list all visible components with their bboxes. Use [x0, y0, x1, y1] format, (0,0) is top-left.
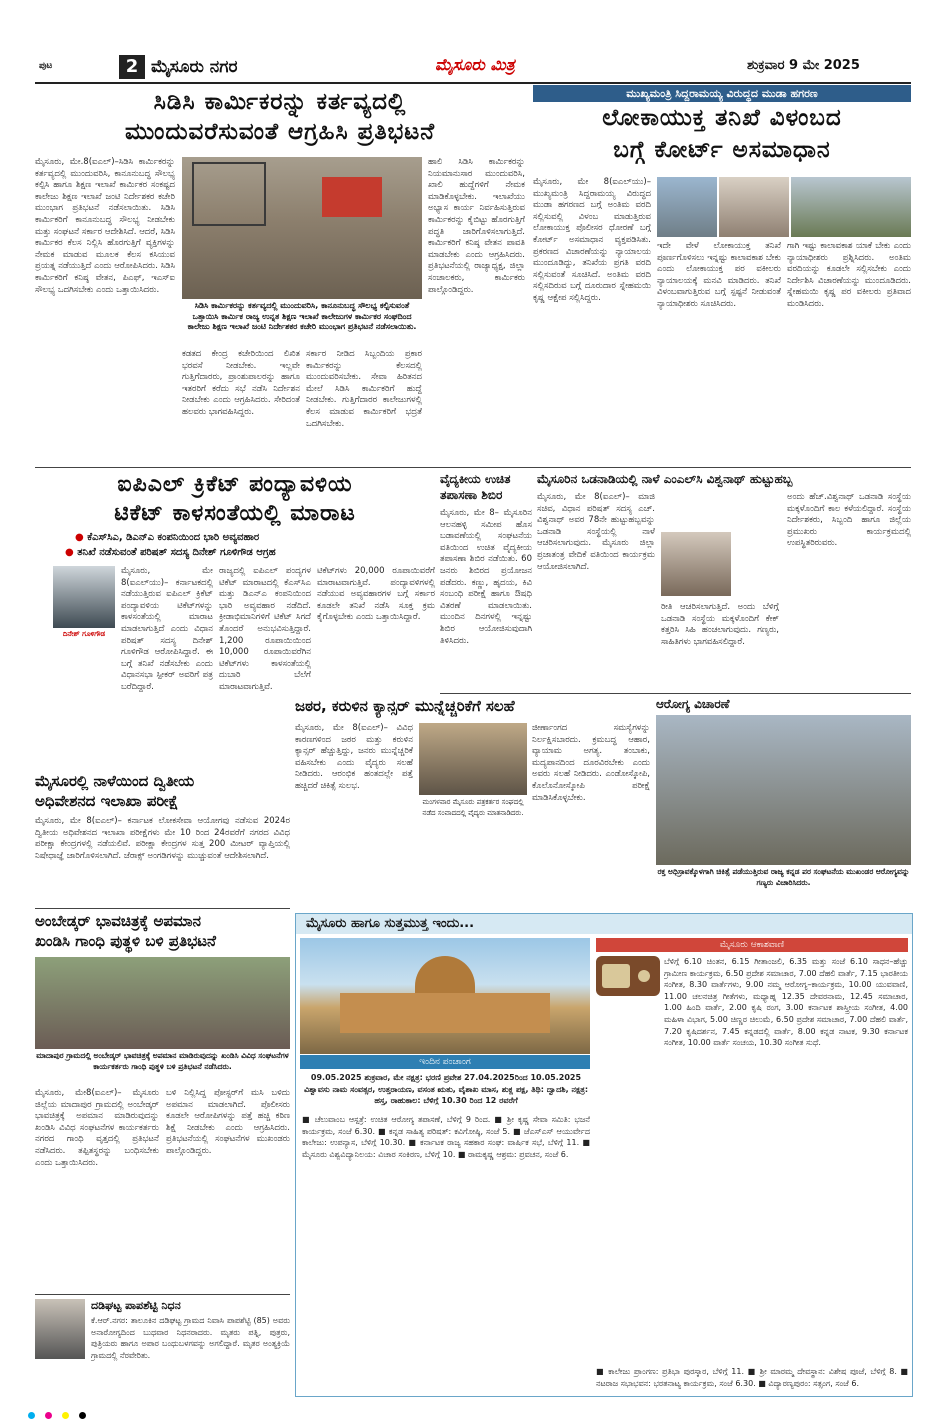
protest-photo-caption: ಸಿಡಿಸಿ ಕಾರ್ಮಿಕರನ್ನು ಕರ್ತವ್ಯದಲ್ಲಿ ಮುಂದುವರಿಸಿ, ಕಾನೂನುಬದ್ಧ ಸೌಲಭ್ಯ ಕಲ್ಪಿಸುವಂತೆ ಒತ್ತಾಯಿಸಿ ಕಾರ್ಮಿಕ ರಾಜ್ಯ ಉನ್ನತ ಶಿಕ್ಷಣ ಇಲಾಖೆ ಕಾಲೇಜುಗಳ ಕಾರ್ಮಿಕರ ಸಂಘದಿಂದ ಕಾಲೇಜು ಶಿಕ್ಷಣ ಇಲಾಖೆ ಜಂಟಿ ನಿರ್ದೇಶಕರ ಕಚೇರಿ ಮುಂಭಾಗ ಪ್ರತಿಭಟನೆ ನಡೆಸಲಾಯಿತು.	[187, 301, 417, 331]
lokayukta-office-photo	[791, 177, 911, 237]
doctors-photo	[419, 723, 527, 795]
protest-photo	[182, 157, 422, 299]
photo-gate	[192, 162, 266, 226]
story-body: ಮೈಸೂರು, ಮೇ 8(ಐಎಲ್)– ಕರ್ನಾಟಕ ಲೋಕಸೇವಾ ಆಯೋಗವು ನಡೆಸುವ 2024ರ ದ್ವಿತೀಯ ಅಧಿವೇಶನದ ಇಲಾಖಾ ಪರೀಕ್ಷೆಗಳು ಮೇ 10 ರಿಂದ 24ರವರೆಗೆ ನಗರದ ವಿವಿಧ ಪರೀಕ್ಷಾ ಕೇಂದ್ರಗಳಲ್ಲಿ ನಡೆಯಲಿವೆ. ಪರೀಕ್ಷಾ ಕೇಂದ್ರಗಳ ಸುತ್ತ 200 ಮೀಟರ್ ವ್ಯಾಪ್ತಿಯಲ್ಲಿ ನಿಷೇಧಾಜ್ಞೆ ಜಾರಿಗೊಳಿಸಲಾಗಿದೆ. ಜೆರಾಕ್ಸ್ ಅಂಗಡಿಗಳನ್ನು ಮುಚ್ಚುವಂತೆ ಆದೇಶಿಸಲಾಗಿದೆ.	[35, 816, 290, 861]
headline-line-2: ಟಿಕೆಟ್ ಕಾಳಸಂತೆಯಲ್ಲಿ ಮಾರಾಟ	[114, 501, 356, 526]
mysore-palace-photo	[300, 938, 590, 1054]
radio-knob	[638, 970, 650, 982]
kicker-text: ಮುಖ್ಯಮಂತ್ರಿ ಸಿದ್ದರಾಮಯ್ಯ ವಿರುದ್ಧದ ಮುಡಾ ಹಗರಣ	[626, 87, 818, 100]
protest-photo-caption: ಮಾದಾಪುರ ಗ್ರಾಮದಲ್ಲಿ ಅಂಬೇಡ್ಕರ್ ಭಾವಚಿತ್ರಕ್ಕೆ ಅಪಮಾನ ಮಾಡಿರುವುದನ್ನು ಖಂಡಿಸಿ ವಿವಿಧ ಸಂಘಟನೆಗಳ ಕಾರ್ಯಕರ್ತರು ಗಾಂಧಿ ಪುತ್ಥಳಿ ಬಳಿ ಪ್ರತಿಭಟನೆ ನಡೆಸಿದರು.	[36, 1051, 289, 1071]
story-column-1: ಮೈಸೂರು, ಮೇ.8(ಐಎಲ್)–ಸಿಡಿಸಿ ಕಾರ್ಮಿಕರನ್ನು ಕರ್ತವ್ಯದಲ್ಲಿ ಮುಂದುವರಿಸಿ, ಕಾನೂನುಬದ್ಧ ಸೌಲಭ್ಯ ಕಲ್ಪಿಸಿ ಹಾಗೂ ಶಿಕ್ಷಣ ಇಲಾಖೆ ಕಾರ್ಮಿಕರ ಸಂಕಷ್ಟದ ಕಾಲೇಜು ಶಿಕ್ಷಣ ಇಲಾಖೆ ಜಂಟಿ ನಿರ್ದೇಶಕರ ಕಚೇರಿ ಮುಂಭಾಗ ಪ್ರತಿಭಟನೆ ನಡೆಸಲಾಯಿತು. ಸಿಡಿಸಿ ಕಾರ್ಮಿಕರಿಗೆ ಕಾನೂನುಬದ್ಧ ಸೌಲಭ್ಯ ನೀಡಬೇಕು ಮತ್ತು ಸಂಘಟನೆ ಸರ್ಕಾರ ಆದೇಶಿಸಿದೆ. ಆದರೆ, ಸಿಡಿಸಿ ಕಾರ್ಮಿಕರ ಕೆಲಸ ನಿಲ್ಲಿಸಿ ಹೊರಗುತ್ತಿಗೆ ವ್ಯಕ್ತಿಗಳನ್ನು ನೇಮಕ ಮಾಡುವ ಮೂಲಕ ಕೆಲಸ ಕಸಿಯುವ ಪ್ರಯತ್ನ ನಡೆಯುತ್ತಿದೆ ಎಂದು ಆರೋಪಿಸಿದರು. ಸಿಡಿಸಿ ಕಾರ್ಮಿಕರಿಗೆ ಕನಿಷ್ಠ ವೇತನ, ಪಿಎಫ್, ಇಎಸ್ಐ ಸೌಲಭ್ಯ ಒದಗಿಸಬೇಕು ಎಂದು ಒತ್ತಾಯಿಸಿದರು.	[35, 157, 175, 295]
story-column-3-bottom: ಸರ್ಕಾರ ನೀಡಿದ ಸಿಬ್ಬಂದಿಯ ಪ್ರಕಾರ ಕಾರ್ಮಿಕರನ್ನು ಕೆಲಸದಲ್ಲಿ ಮುಂದುವರಿಸಬೇಕು. ಸೇವಾ ಹಿರಿತನದ ಮೇಲೆ ಸಿಡಿಸಿ ಕಾರ್ಮಿಕರಿಗೆ ಹುದ್ದೆ ನೀಡಬೇಕು. ಗುತ್ತಿಗೆದಾರರ ಕಾಲೇಜುಗಳಲ್ಲಿ ಕೆಲಸ ಮಾಡುವ ಕಾರ್ಮಿಕರಿಗೆ ಭದ್ರತೆ ಒದಗಿಸಬೇಕು.	[306, 349, 422, 429]
portrait-caption: ದಿನೇಶ್ ಗೂಳಿಗೌಡ	[62, 630, 106, 638]
obituary-photo	[35, 1299, 85, 1359]
story-column-2: ರಾಜ್ಯದಲ್ಲಿ ಐಪಿಎಲ್ ಪಂದ್ಯಗಳ ಟಿಕೆಟ್ ಮಾರಾಟದಲ್ಲಿ ಕೆಎಸ್‌ಸಿಎ ಮತ್ತು ಡಿಎನ್‌ಎ ಕಂಪನಿಯಿಂದ ಭಾರಿ ಅವ್ಯವಹಾರ ನಡೆದಿದೆ. ಕ್ರೀಡಾಭಿಮಾನಿಗಳಿಗೆ ಟಿಕೆಟ್ ಸಿಗದೆ ತೊಂದರೆ ಅನುಭವಿಸುತ್ತಿದ್ದಾರೆ. 1,200 ರೂಪಾಯಿಯಿಂದ 10,000 ರೂಪಾಯಿವರೆಗಿನ ಟಿಕೆಟ್‌ಗಳು ಕಾಳಸಂತೆಯಲ್ಲಿ ದುಬಾರಿ ಬೆಲೆಗೆ ಮಾರಾಟವಾಗುತ್ತಿವೆ.	[219, 566, 311, 692]
portrait-photo	[53, 566, 115, 628]
panchanga-text: 09.05.2025 ಶುಕ್ರವಾರ, ಮೇ ನಕ್ಷತ್ರ: ಭರಣಿ ಪ್ರವೇಶ 27.04.2025ರಿಂದ 10.05.2025 ವಿಶ್ವಾವಸು ನಾಮ ಸಂವತ್ಸರ, ಉತ್ತರಾಯಣ, ವಸಂತ ಋತು, ವೈಶಾಖ ಮಾಸ, ಶುಕ್ಲ ಪಕ್ಷ, ತಿಥಿ: ದ್ವಾದಶಿ, ನಕ್ಷತ್ರ: ಹಸ್ತ, ರಾಹುಕಾಲ: ಬೆಳಿಗ್ಗೆ 10.30 ರಿಂದ 12 ರವರೆಗೆ	[303, 1073, 589, 1106]
protest-photo	[35, 957, 290, 1049]
bullet-icon: ●	[65, 547, 74, 558]
headline-line-2: ಅಧಿವೇಶನದ ಇಲಾಖಾ ಪರೀಕ್ಷೆ	[35, 792, 179, 810]
headline-line-1: ಸಿಡಿಸಿ ಕಾರ್ಮಿಕರನ್ನು ಕರ್ತವ್ಯದಲ್ಲಿ	[153, 89, 407, 115]
story-column-1: ಮೈಸೂರು, ಮೇ 8(ಐಎಲ್‌ಯು)– ಕರ್ನಾಟಕದಲ್ಲಿ ನಡೆಯುತ್ತಿರುವ ಐಪಿಎಲ್ ಕ್ರಿಕೆಟ್ ಪಂದ್ಯಾವಳಿಯ ಟಿಕೆಟ್‌ಗಳನ್ನು ಕಾಳಸಂತೆಯಲ್ಲಿ ಮಾರಾಟ ಮಾಡಲಾಗುತ್ತಿದೆ ಎಂದು ವಿಧಾನ ಪರಿಷತ್ ಸದಸ್ಯ ದಿನೇಶ್ ಗೂಳಿಗೌಡ ಆರೋಪಿಸಿದ್ದಾರೆ. ಈ ಬಗ್ಗೆ ತನಿಖೆ ನಡೆಸಬೇಕು ಎಂದು ವಿಧಾನಸಭಾ ಸ್ಪೀಕರ್‌ ಅವರಿಗೆ ಪತ್ರ ಬರೆದಿದ್ದಾರೆ.	[121, 566, 213, 692]
magenta-dot	[45, 1412, 52, 1419]
story-headline: ಮೈಸೂರಿನ ಒಡನಾಡಿಯಲ್ಲಿ ನಾಳೆ ಎಂಎಲ್‌ಸಿ ವಿಶ್ವನಾಥ್ ಹುಟ್ಟುಹಬ್ಬ	[537, 472, 793, 486]
divider-left	[35, 908, 290, 909]
photo-banner	[322, 177, 382, 217]
events-list-right: ■ ಕಾಲೇಜು ಪ್ರಾಂಗಣ: ಪ್ರತಿಭಾ ಪುರಸ್ಕಾರ, ಬೆಳಿಗ್ಗೆ 11. ■ ಶ್ರೀ ಮಾರಮ್ಮ ದೇವಸ್ಥಾನ: ವಿಶೇಷ ಪೂಜೆ, ಬೆಳಿಗ್ಗೆ 8. ■ ನಟರಾಜ ಸಭಾಭವನ: ಭರತನಾಟ್ಯ ಕಾರ್ಯಕ್ರಮ, ಸಂಜೆ 6.30. ■ ವಿದ್ಯಾರಣ್ಯಪುರಂ: ಸತ್ಸಂಗ, ಸಂಜೆ 6.	[596, 1367, 908, 1388]
story-column-3: ಗಾಗಿ ಇಷ್ಟು ಕಾಲಾವಕಾಶ ಯಾಕೆ ಬೇಕು ಎಂದು ನ್ಯಾಯಾಧೀಶರು ಪ್ರಶ್ನಿಸಿದರು. ಅಂತಿಮ ವರದಿಯನ್ನು ಕೂಡಲೇ ಸಲ್ಲಿಸಬೇಕು ಎಂದು ನಿರ್ದೇಶಿಸಿ ವಿಚಾರಣೆಯನ್ನು ಮುಂದೂಡಿದರು. ಸ್ನೇಹಮಯಿ ಕೃಷ್ಣ ಪರ ವಕೀಲರು ಪ್ರತಿವಾದ ಮಂಡಿಸಿದರು.	[787, 241, 911, 309]
panchanga-header	[300, 1055, 590, 1069]
headline-line-2: ತಪಾಸಣಾ ಶಿಬಿರ	[440, 488, 503, 502]
obituary	[35, 1294, 290, 1395]
headline-line-1: ವೈದ್ಯಕೀಯ ಉಚಿತ	[440, 472, 511, 486]
page-label: ಪುಟ	[39, 61, 53, 71]
radio-schedule: ಬೆಳಿಗ್ಗೆ 6.10 ಚಿಂತನ, 6.15 ಗೀತಾಂಜಲಿ, 6.35 ಮತ್ತು ಸಂಜೆ 6.10 ಸಾಧನ–ಹೆಚ್ಚು ಗ್ರಾಮೀಣ ಕಾರ್ಯಕ್ರಮ, 6.50 ಪ್ರದೇಶ ಸಮಾಚಾರ, 7.00 ದೆಹಲಿ ವಾರ್ತೆ, 7.15 ಭಾರತೀಯ ಸಂಗೀತ, 8.30 ವಾರ್ತೆಗಳು, 9.00 ನಮ್ಮ ಆರೋಗ್ಯ–ಕಾರ್ಯಕ್ರಮ, 10.00 ಯುವವಾಣಿ, 11.00 ಚಲನಚಿತ್ರ ಗೀತೆಗಳು, ಮಧ್ಯಾಹ್ನ 12.35 ದೇವರನಾಮ, 12.45 ಸಮಾಚಾರ, 1.00 ಹಿಂದಿ ವಾರ್ತೆ, 2.00 ಕೃಷಿ ರಂಗ, 3.00 ಕರ್ನಾಟಕ ಶಾಸ್ತ್ರೀಯ ಸಂಗೀತ, 4.00 ಮಹಿಳಾ ವಿಭಾಗ, 5.00 ಚಿಣ್ಣರ ಚಿಲುಮೆ, 6.50 ಪ್ರದೇಶ ಸಮಾಚಾರ, 7.00 ದೆಹಲಿ ವಾರ್ತೆ, 7.20 ಕೃಷಿದರ್ಶನ, 7.45 ಕನ್ನಡದಲ್ಲಿ ವಾರ್ತೆ, 8.00 ಕನ್ನಡ ನಾಟಕ, 9.30 ಕರ್ನಾಟಕ ಸಂಗೀತ, 10.00 ವಾರ್ತೆ ಸಂಚಯ, 10.30 ಸಂಗೀತ ಸುಧೆ.	[664, 957, 908, 1048]
headline-line-2: ಬಗ್ಗೆ ಕೋರ್ಟ್ ಅಸಮಾಧಾನ	[613, 137, 831, 163]
divider-top	[35, 467, 911, 468]
events-list: ■ ಚೆಲುವಾಂಬ ಆಸ್ಪತ್ರೆ: ಉಚಿತ ಆರೋಗ್ಯ ತಪಾಸಣೆ, ಬೆಳಿಗ್ಗೆ 9 ರಿಂದ. ■ ಶ್ರೀ ಕೃಷ್ಣ ಸೇವಾ ಸಮಿತಿ: ಭಜನೆ ಕಾರ್ಯಕ್ರಮ, ಸಂಜೆ 6.30. ■ ಕನ್ನಡ ಸಾಹಿತ್ಯ ಪರಿಷತ್: ಕವಿಗೋಷ್ಠಿ, ಸಂಜೆ 5. ■ ಜೆಎಸ್‌ಎಸ್ ಆಯುರ್ವೇದ ಕಾಲೇಜು: ಉಪನ್ಯಾಸ, ಬೆಳಿಗ್ಗೆ 10.30. ■ ಕರ್ನಾಟಕ ರಾಜ್ಯ ಸಹಕಾರ ಸಂಘ: ವಾರ್ಷಿಕ ಸಭೆ, ಬೆಳಿಗ್ಗೆ 11. ■ ಮೈಸೂರು ವಿಶ್ವವಿದ್ಯಾನಿಲಯ: ವಿಚಾರ ಸಂಕಿರಣ, ಬೆಳಿಗ್ಗೆ 10. ■ ರಾಮಕೃಷ್ಣ ಆಶ್ರಮ: ಪ್ರವಚನ, ಸಂಜೆ 6.	[302, 1115, 590, 1159]
story-column-3: ಟಿಕೆಟ್‌ಗಳು 20,000 ರೂಪಾಯಿವರೆಗೆ ಮಾರಾಟವಾಗುತ್ತಿವೆ. ಪಂದ್ಯಾವಳಿಗಳಲ್ಲಿ ನಡೆಯುವ ಅವ್ಯವಹಾರಗಳ ಬಗ್ಗೆ ಸರ್ಕಾರ ಕೂಡಲೇ ತನಿಖೆ ನಡೆಸಿ ಸೂಕ್ತ ಕ್ರಮ ಕೈಗೊಳ್ಳಬೇಕು ಎಂದು ಒತ್ತಾಯಿಸಿದ್ದಾರೆ.	[317, 566, 435, 623]
headline-line-1: ಅಂಬೇಡ್ಕರ್ ಭಾವಚಿತ್ರಕ್ಕೆ ಅಪಮಾನ	[35, 912, 201, 930]
story-column-1: ಮೈಸೂರು, ಮೇ 8(ಐಎಲ್)– ಮಾಜಿ ಸಚಿವ, ವಿಧಾನ ಪರಿಷತ್ ಸದಸ್ಯ ಎಚ್. ವಿಶ್ವನಾಥ್ ಅವರ 78ನೇ ಹುಟ್ಟುಹಬ್ಬವನ್ನು ಒಡನಾಡಿ ಸಂಸ್ಥೆಯಲ್ಲಿ ನಾಳೆ ಆಚರಿಸಲಾಗುವುದು. ಮೈಸೂರು ಜಿಲ್ಲಾ ಪ್ರಜಾತಂತ್ರ ವೇದಿಕೆ ವತಿಯಿಂದ ಕಾರ್ಯಕ್ರಮ ಆಯೋಜಿಸಲಾಗಿದೆ.	[537, 492, 655, 572]
court-building-photo	[657, 177, 717, 237]
story-column-3: ಹಾಲಿ ಸಿಡಿಸಿ ಕಾರ್ಮಿಕರನ್ನು ನಿಯಮಾನುಸಾರ ಮುಂದುವರಿಸಿ, ಖಾಲಿ ಹುದ್ದೆಗಳಿಗೆ ನೇಮಕ ಮಾಡಿಕೊಳ್ಳಬೇಕು. ಇಲಾಖೆಯು ಅಭ್ಯಾಸ ಕಾರ್ಯ ನಿರ್ವಹಿಸುತ್ತಿರುವ ಕಾರ್ಮಿಕರನ್ನು ಕೈಬಿಟ್ಟು ಹೊರಗುತ್ತಿಗೆ ಪದ್ಧತಿ ಜಾರಿಗೊಳಿಸಲಾಗುತ್ತಿದೆ. ಕಾರ್ಮಿಕರಿಗೆ ಕನಿಷ್ಠ ವೇತನ ಪಾವತಿ ಮಾಡಬೇಕು ಎಂದು ಆಗ್ರಹಿಸಿದರು. ಪ್ರತಿಭಟನೆಯಲ್ಲಿ ರಾಜ್ಯಾಧ್ಯಕ್ಷ, ಜಿಲ್ಲಾ ಸಂಚಾಲಕರು, ಕಾರ್ಮಿಕರು ಪಾಲ್ಗೊಂಡಿದ್ದರು.	[428, 157, 525, 295]
masthead	[35, 49, 911, 83]
story-cdc-protest	[35, 85, 525, 463]
chief-minister-photo	[719, 177, 789, 237]
radio-icon	[596, 956, 660, 996]
story-column-2: ಇದೇ ವೇಳೆ ಲೋಕಾಯುಕ್ತ ತನಿಖೆ ಪೂರ್ಣಗೊಳಿಸಲು ಇನ್ನಷ್ಟು ಕಾಲಾವಕಾಶ ಬೇಕು ಎಂದು ಲೋಕಾಯುಕ್ತ ಪರ ವಕೀಲರು ನ್ಯಾಯಾಲಯಕ್ಕೆ ಮನವಿ ಮಾಡಿದರು. ತನಿಖೆ ವಿಳಂಬವಾಗುತ್ತಿರುವ ಬಗ್ಗೆ ಸ್ಪಷ್ಟನೆ ನೀಡುವಂತೆ ನ್ಯಾಯಾಧೀಶರು ಸೂಚಿಸಿದರು.	[657, 241, 781, 309]
headline-line-2: ಮುಂದುವರೆಸುವಂತೆ ಆಗ್ರಹಿಸಿ ಪ್ರತಿಭಟನೆ	[125, 119, 435, 145]
section-title: ಮೈಸೂರು ನಗರ	[151, 57, 238, 77]
story-column-2: ಜೀರ್ಣಾಂಗದ ಸಮಸ್ಯೆಗಳನ್ನು ನಿರ್ಲಕ್ಷಿಸಬಾರದು. ಕ್ರಮಬದ್ಧ ಆಹಾರ, ವ್ಯಾಯಾಮ ಅಗತ್ಯ. ತಂಬಾಕು, ಮದ್ಯಪಾನದಿಂದ ದೂರವಿರಬೇಕು ಎಂದು ಅವರು ಸಲಹೆ ನೀಡಿದರು. ಎಂಡೋಸ್ಕೋಪಿ, ಕೊಲೊನೋಸ್ಕೋಪಿ ಪರೀಕ್ಷೆ ಮಾಡಿಸಿಕೊಳ್ಳಬೇಕು.	[532, 723, 650, 803]
headline-line-1: ಐಪಿಎಲ್ ಕ್ರಿಕೆಟ್ ಪಂದ್ಯಾವಳಿಯ	[117, 472, 353, 497]
story-departmental-exam	[35, 772, 290, 904]
radio-title: ಮೈಸೂರು ಆಕಾಶವಾಣಿ	[719, 940, 785, 950]
story-medical-camp	[440, 472, 532, 690]
story-lokayukta	[533, 85, 911, 463]
story-ambedkar-protest	[35, 912, 290, 1290]
story-column-3: ಅಂದು ಹೆಚ್.ವಿಶ್ವನಾಥ್ ಒಡನಾಡಿ ಸಂಸ್ಥೆಯ ಮಕ್ಕಳೊಂದಿಗೆ ಕಾಲ ಕಳೆಯಲಿದ್ದಾರೆ. ಸಂಸ್ಥೆಯ ನಿರ್ದೇಶಕರು, ಸಿಬ್ಬಂದಿ ಹಾಗೂ ಜಿಲ್ಲೆಯ ಪ್ರಮುಖರು ಕಾರ್ಯಕ್ರಮದಲ್ಲಿ ಉಪಸ್ಥಿತರಿರುವರು.	[787, 492, 911, 549]
story-cancer-advice	[295, 697, 650, 909]
divider-mid	[440, 693, 911, 694]
hospital-photo	[656, 715, 911, 865]
subhead-bullet-2	[65, 547, 276, 558]
story-health-inquiry	[656, 697, 911, 909]
panchanga-title: ಇಂದಿನ ಪಂಚಾಂಗ	[419, 1057, 471, 1067]
obituary-body: ಕೆ.ಆರ್.ನಗರ: ತಾಲೂಕಿನ ದಡಿಘಟ್ಟ ಗ್ರಾಮದ ನಿವಾಸಿ ಪಾಪಶೆಟ್ಟಿ (85) ಅವರು ಅನಾರೋಗ್ಯದಿಂದ ಬುಧವಾರ ನಿಧನರಾದರು. ಮೃತರು ಪತ್ನಿ, ಪುತ್ರರು, ಪುತ್ರಿಯರು ಹಾಗೂ ಅಪಾರ ಬಂಧುಬಳಗವನ್ನು ಅಗಲಿದ್ದಾರೆ. ಮೃತರ ಅಂತ್ಯಕ್ರಿಯೆ ಗ್ರಾಮದಲ್ಲಿ ನೆರವೇರಿತು.	[91, 1316, 290, 1360]
story-column-1: ಮೈಸೂರು, ಮೇ8(ಐಎಲ್)– ಮೈಸೂರು ಜಿಲ್ಲೆಯ ಮಾದಾಪುರ ಗ್ರಾಮದಲ್ಲಿ ಅಂಬೇಡ್ಕರ್ ಭಾವಚಿತ್ರಕ್ಕೆ ಅಪಮಾನ ಮಾಡಿರುವುದನ್ನು ಖಂಡಿಸಿ ವಿವಿಧ ಸಂಘಟನೆಗಳ ಕಾರ್ಯಕರ್ತರು ನಗರದ ಗಾಂಧಿ ವೃತ್ತದಲ್ಲಿ ಪ್ರತಿಭಟನೆ ನಡೆಸಿದರು. ತಪ್ಪಿತಸ್ಥರನ್ನು ಬಂಧಿಸಬೇಕು ಎಂದು ಒತ್ತಾಯಿಸಿದರು.	[35, 1088, 159, 1168]
story-kicker	[533, 85, 911, 102]
doctors-photo-caption: ಮಂಗಳವಾರ ಮೈಸೂರು ಪತ್ರಕರ್ತರ ಸಂಘದಲ್ಲಿ ನಡೆದ ಸಂವಾದದಲ್ಲಿ ವೈದ್ಯರು ಮಾತನಾಡಿದರು.	[422, 798, 524, 817]
story-column-1: ಮೈಸೂರು, ಮೇ 8(ಐಎಲ್‌ಯು)– ಮುಖ್ಯಮಂತ್ರಿ ಸಿದ್ದರಾಮಯ್ಯ ವಿರುದ್ಧದ ಮುಡಾ ಹಗರಣದ ಬಗ್ಗೆ ಅಂತಿಮ ವರದಿ ಸಲ್ಲಿಸುವಲ್ಲಿ ವಿಳಂಬ ಮಾಡುತ್ತಿರುವ ಲೋಕಾಯುಕ್ತ ಪೊಲೀಸರ ಧೋರಣೆ ಬಗ್ಗೆ ಕೋರ್ಟ್ ಅಸಮಾಧಾನ ವ್ಯಕ್ತಪಡಿಸಿತು. ಪ್ರಕರಣದ ವಿಚಾರಣೆಯನ್ನು ನ್ಯಾಯಾಲಯ ಮುಂದೂಡಿದ್ದು, ತನಿಖೆಯ ಪ್ರಗತಿ ವರದಿ ಸಲ್ಲಿಸುವಂತೆ ಸೂಚಿಸಿದೆ. ಅಂತಿಮ ವರದಿ ಸಲ್ಲಿಸದಿರುವ ಬಗ್ಗೆ ದೂರುದಾರ ಸ್ನೇಹಮಯಿ ಕೃಷ್ಣ ಆಕ್ಷೇಪ ಸಲ್ಲಿಸಿದ್ದರು.	[533, 177, 651, 303]
story-headline: ಜಠರ, ಕರುಳಿನ ಕ್ಯಾನ್ಸರ್ ಮುನ್ನೆಚ್ಚರಿಕೆಗೆ ಸಲಹೆ	[295, 697, 515, 715]
page-number: 2	[125, 56, 139, 77]
story-column-2-bottom: ಕಡತದ ಕೇಂದ್ರ ಕಚೇರಿಯಿಂದ ಲಿಖಿತ ಭರವಸೆ ನೀಡಬೇಕು. ಇಲ್ಲವೇ ಗುತ್ತಿಗೆದಾರರು, ಪ್ರಾಂಶುಪಾಲರನ್ನು ಹಾಗೂ ಇತರರಿಗೆ ಕರೆದು ಸಭೆ ನಡೆಸಿ ನಿರ್ದೇಶನ ನೀಡಬೇಕು ಎಂದು ಆಗ್ರಹಿಸಿದರು. ಸೇರಿದಂತೆ ಹಲವರು ಭಾಗವಹಿಸಿದ್ದರು.	[182, 349, 300, 417]
obituary-headline: ದಡಿಘಟ್ಟ ಪಾಪಶೆಟ್ಟಿ ನಿಧನ	[91, 1299, 181, 1312]
page-date: ಶುಕ್ರವಾರ 9 ಮೇ 2025	[747, 58, 860, 73]
radio-header	[596, 938, 908, 952]
headline-line-1: ಮೈಸೂರಲ್ಲಿ ನಾಳೆಯಿಂದ ದ್ವಿತೀಯ	[35, 772, 195, 790]
page-number-badge	[119, 55, 145, 79]
subhead-bullet-1	[75, 532, 259, 543]
bullet-text: ತನಿಖೆ ನಡೆಸುವಂತೆ ಪರಿಷತ್ ಸದಸ್ಯ ದಿನೇಶ್ ಗೂಳಿಗೌಡ ಆಗ್ರಹ	[77, 547, 276, 558]
story-birthday	[537, 472, 911, 690]
events-box-header	[296, 914, 912, 934]
story-column-2: ರೀತಿ ಆಚರಿಸಲಾಗುತ್ತಿದೆ. ಅಂದು ಬೆಳಿಗ್ಗೆ ಒಡನಾಡಿ ಸಂಸ್ಥೆಯ ಮಕ್ಕಳೊಂದಿಗೆ ಕೇಕ್ ಕತ್ತರಿಸಿ ಸಿಹಿ ಹಂಚಲಾಗುವುದು. ಗಣ್ಯರು, ಸಾಹಿತಿಗಳು ಭಾಗವಹಿಸಲಿದ್ದಾರೆ.	[661, 602, 779, 647]
paper-name: ಮೈಸೂರು ಮಿತ್ರ	[435, 55, 515, 74]
printer-marks	[28, 1404, 918, 1416]
story-body: ಮೈಸೂರು, ಮೇ 8– ಮೈಸೂರಿನ ಆಲನಹಳ್ಳಿ ಸಮೀಪ ಹೊಸ ಬಡಾವಣೆಯಲ್ಲಿ ಸಂಘಟನೆಯ ವತಿಯಿಂದ ಉಚಿತ ವೈದ್ಯಕೀಯ ತಪಾಸಣಾ ಶಿಬಿರ ನಡೆಯಿತು. 60 ಜನರು ಶಿಬಿರದ ಪ್ರಯೋಜನ ಪಡೆದರು. ಕಣ್ಣು, ಹೃದಯ, ಕಿವಿ ಸಂಬಂಧಿ ಪರೀಕ್ಷೆ ಹಾಗೂ ಔಷಧಿ ವಿತರಣೆ ಮಾಡಲಾಯಿತು. ಮುಂದಿನ ದಿನಗಳಲ್ಲಿ ಇನ್ನಷ್ಟು ಶಿಬಿರ ಆಯೋಜಿಸುವುದಾಗಿ ತಿಳಿಸಿದರು.	[440, 508, 532, 646]
bullet-icon: ●	[75, 532, 84, 543]
radio-dial	[602, 964, 630, 988]
palace-body	[340, 993, 550, 1033]
headline-line-2: ಖಂಡಿಸಿ ಗಾಂಧಿ ಪುತ್ಥಳಿ ಬಳಿ ಪ್ರತಿಭಟನೆ	[35, 932, 216, 950]
palace-dome	[415, 956, 475, 996]
vishwanath-photo	[661, 532, 731, 596]
masthead-rule	[35, 82, 911, 84]
black-dot	[79, 1412, 86, 1419]
cyan-dot	[28, 1412, 35, 1419]
story-column-1: ಮೈಸೂರು, ಮೇ 8(ಐಎಲ್)– ವಿವಿಧ ಕಾರಣಗಳಿಂದ ಜಠರ ಮತ್ತು ಕರುಳಿನ ಕ್ಯಾನ್ಸರ್ ಹೆಚ್ಚುತ್ತಿದ್ದು, ಜನರು ಮುನ್ನೆಚ್ಚರಿಕೆ ವಹಿಸಬೇಕು ಎಂದು ವೈದ್ಯರು ಸಲಹೆ ನೀಡಿದರು. ಆರಂಭಿಕ ಹಂತದಲ್ಲೇ ಪತ್ತೆ ಹಚ್ಚಿದರೆ ಚಿಕಿತ್ಸೆ ಸುಲಭ.	[295, 723, 413, 791]
bullet-text: ಕೆಎಸ್‌ಸಿಎ, ಡಿಎನ್‌ಎ ಕಂಪನಿಯಿಂದ ಭಾರಿ ಅವ್ಯವಹಾರ	[87, 532, 260, 543]
headline-line-1: ಲೋಕಾಯುಕ್ತ ತನಿಖೆ ವಿಳಂಬದ	[602, 105, 842, 131]
story-column-2: ಬಳಿ ನಿಲ್ಲಿಸಿದ್ದ ಪೋಸ್ಟರ್‌ಗೆ ಮಸಿ ಬಳಿದು ಅಪಮಾನ ಮಾಡಲಾಗಿದೆ. ಪೊಲೀಸರು ಕೂಡಲೇ ಆರೋಪಿಗಳನ್ನು ಪತ್ತೆ ಹಚ್ಚಿ ಕಠಿಣ ಶಿಕ್ಷೆ ನೀಡಬೇಕು ಎಂದು ಆಗ್ರಹಿಸಿದರು. ಪ್ರತಿಭಟನೆಯಲ್ಲಿ ಸಂಘಟನೆಗಳ ಮುಖಂಡರು ಪಾಲ್ಗೊಂಡಿದ್ದರು.	[166, 1088, 290, 1156]
events-box	[295, 913, 913, 1397]
yellow-dot	[62, 1412, 69, 1419]
events-box-title: ಮೈಸೂರು ಹಾಗೂ ಸುತ್ತಮುತ್ತ ಇಂದು...	[306, 916, 475, 931]
story-headline: ಆರೋಗ್ಯ ವಿಚಾರಣೆ	[656, 697, 730, 711]
hospital-photo-caption: ರಕ್ತ ಅಧಿಸ್ರಾವಕ್ಕೊಳಗಾಗಿ ಚಿಕಿತ್ಸೆ ಪಡೆಯುತ್ತಿರುವ ರಾಜ್ಯ ಕನ್ನಡ ಪರ ಸಂಘಟನೆಯ ಮುಖಂಡರ ಆರೋಗ್ಯವನ್ನು ಗಣ್ಯರು ವಿಚಾರಿಸಿದರು.	[657, 867, 910, 887]
